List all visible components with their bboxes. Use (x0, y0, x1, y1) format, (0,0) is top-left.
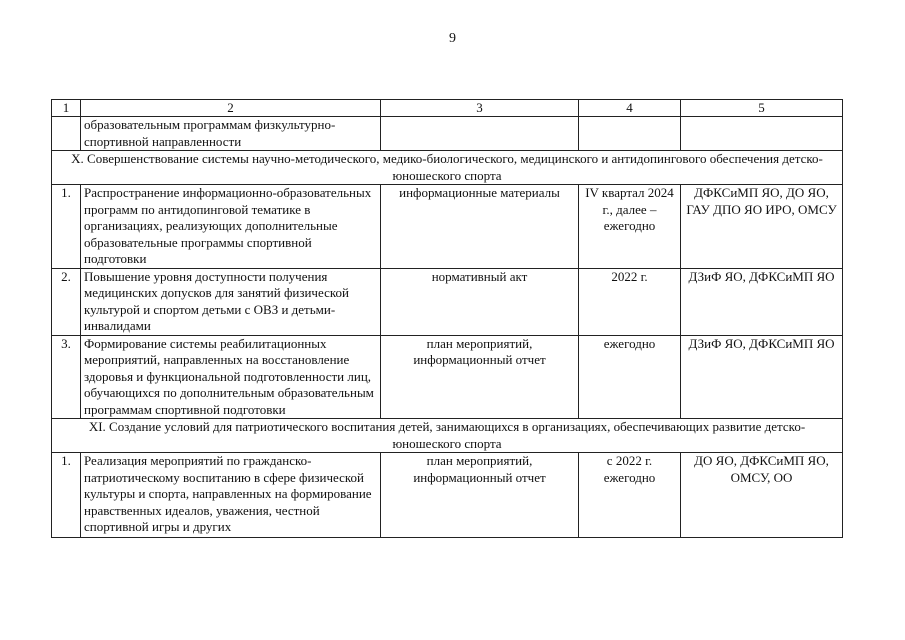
row-number (52, 453, 81, 538)
section-heading-row (52, 419, 843, 453)
event-cell: Распространение информационно-образовательных программ по антидопинговой тематике в организациях, реализующих дополнительные образовательные программы спортивной подготовки (81, 185, 381, 269)
column-number: 1 (52, 100, 81, 117)
result-cell: нормативный акт (381, 268, 579, 335)
column-number: 4 (579, 100, 681, 117)
column-number: 2 (81, 100, 381, 117)
term-cell (579, 117, 681, 151)
row-number: 2. (52, 268, 81, 335)
section-title: X. Совершенствование системы научно-методического, медико-биологического, медицинского и антидопингового обеспечения детско-юношеского спорта (52, 151, 843, 185)
page-number: 9 (449, 31, 456, 46)
row-number: 1. (52, 185, 81, 269)
result-text: план мероприятий, информационный отчет (413, 453, 546, 485)
event-cell: Формирование системы реабилитационных мероприятий, направленных на восстановление здоровья и функциональной подготовленности лиц, обучающихся по дополнительным образовательным программам спортивной подготовки (81, 335, 381, 419)
responsible-cell: ДФКСиМП ЯО, ДО ЯО, ГАУ ДПО ЯО ИРО, ОМСУ (681, 185, 843, 269)
column-number-row (52, 100, 843, 117)
column-number: 5 (681, 100, 843, 117)
responsible-text: ДО ЯО, ДФКСиМП ЯО, ОМСУ, ОО (694, 453, 829, 485)
result-cell: информационные материалы (381, 185, 579, 269)
result-cell (381, 453, 579, 538)
term-cell: 2022 г. (579, 268, 681, 335)
responsible-cell: ДЗиФ ЯО, ДФКСиМП ЯО (681, 268, 843, 335)
responsible-cell (681, 453, 843, 538)
term-text: с 2022 г. ежегодно (603, 453, 656, 485)
table-row (52, 453, 843, 538)
column-number: 3 (381, 100, 579, 117)
event-text: Реализация мероприятий по гражданско-патриотическому воспитанию в сфере физической культуры и спорта, направленных на формирование нравственных идеалов, уважения, честной спортивной игры и других (84, 453, 372, 534)
table-row (52, 117, 843, 151)
event-cell: Повышение уровня доступности получения медицинских допусков для занятий физической культурой и спортом детьми с ОВЗ и детьми-инвалидами (81, 268, 381, 335)
table-row (52, 268, 843, 335)
row-number-text: 1. (61, 453, 71, 468)
term-cell (579, 453, 681, 538)
section-heading-row (52, 151, 843, 185)
row-number: 3. (52, 335, 81, 419)
responsible-cell (681, 117, 843, 151)
term-cell: ежегодно (579, 335, 681, 419)
row-number (52, 117, 81, 151)
term-cell: IV квартал 2024 г., далее – ежегодно (579, 185, 681, 269)
table-row (52, 335, 843, 419)
responsible-cell: ДЗиФ ЯО, ДФКСиМП ЯО (681, 335, 843, 419)
result-cell: план мероприятий, информационный отчет (381, 335, 579, 419)
table-row (52, 185, 843, 269)
event-cell: образовательным программам физкультурно-спортивной направленности (81, 117, 381, 151)
result-cell (381, 117, 579, 151)
event-cell (81, 453, 381, 538)
plan-table (51, 99, 843, 538)
section-title: XI. Создание условий для патриотического воспитания детей, занимающихся в организациях, обеспечивающих развитие детско-юношеского спорта (52, 419, 843, 453)
